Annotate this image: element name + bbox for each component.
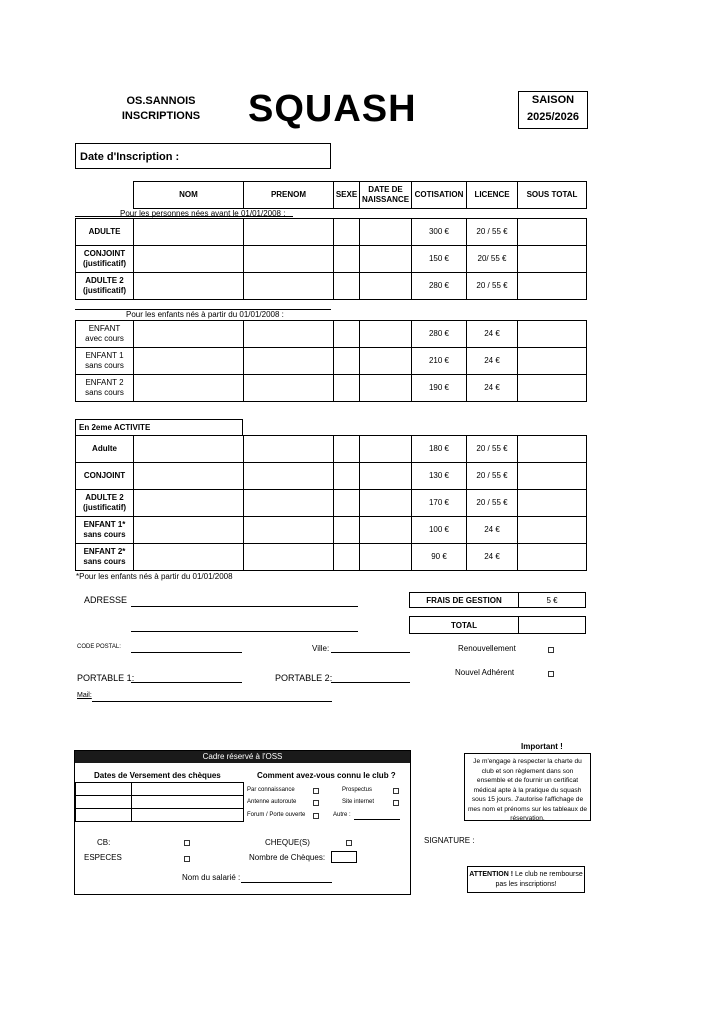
row-label: ENFANT 2 sans cours [76, 375, 134, 402]
row-label: ADULTE 2 (justificatif) [76, 490, 134, 517]
nom-salarie-label: Nom du salarié : [182, 873, 241, 882]
nb-cheques-field[interactable] [331, 851, 357, 863]
sous-total-cell[interactable] [518, 544, 587, 571]
signature-label: SIGNATURE : [424, 836, 475, 845]
sexe-cell[interactable] [334, 321, 360, 348]
col-cotisation: COTISATION [412, 182, 467, 209]
prenom-cell[interactable] [244, 490, 334, 517]
how-option-label: Par connaissance [247, 787, 295, 793]
nom-cell[interactable] [134, 490, 244, 517]
licence-cell: 20 / 55 € [467, 436, 518, 463]
ville-label: Ville: [312, 644, 330, 653]
prenom-cell[interactable] [244, 348, 334, 375]
cheque-date-cell[interactable] [132, 796, 244, 809]
cotisation-cell: 190 € [412, 375, 467, 402]
portable2-field[interactable] [331, 682, 410, 683]
section1-table [75, 218, 587, 300]
naissance-cell[interactable] [360, 375, 412, 402]
nom-cell[interactable] [134, 517, 244, 544]
cotisation-cell: 170 € [412, 490, 467, 517]
section3-footnote: *Pour les enfants nés à partir du 01/01/2008 [76, 572, 233, 581]
nom-cell[interactable] [134, 436, 244, 463]
cotisation-cell: 210 € [412, 348, 467, 375]
table-row [76, 321, 587, 348]
columns-header [133, 181, 587, 209]
row-label: ADULTE 2 (justificatif) [76, 273, 134, 300]
naissance-cell[interactable] [360, 246, 412, 273]
nouvel-adherent-checkbox[interactable] [548, 671, 554, 677]
especes-checkbox[interactable] [184, 856, 190, 862]
prenom-cell[interactable] [244, 321, 334, 348]
sous-total-cell[interactable] [518, 463, 587, 490]
cb-label: CB: [97, 838, 111, 847]
nom-cell[interactable] [134, 246, 244, 273]
row-label: ENFANT 2* sans cours [76, 544, 134, 571]
renouvellement-checkbox[interactable] [548, 647, 554, 653]
dates-versement-header: Dates de Versement des chèques [94, 771, 221, 780]
cheque-date-cell[interactable] [132, 783, 244, 796]
row-label: CONJOINT (justificatif) [76, 246, 134, 273]
adresse-line-2[interactable] [131, 631, 358, 632]
col-nom: NOM [134, 182, 244, 209]
sexe-cell[interactable] [334, 375, 360, 402]
oss-title: Cadre réservé à l'OSS [75, 751, 410, 763]
sexe-cell[interactable] [334, 544, 360, 571]
how-option-label: Antenne autoroute [247, 799, 297, 805]
sexe-cell[interactable] [334, 517, 360, 544]
licence-cell: 24 € [467, 544, 518, 571]
naissance-cell[interactable] [360, 517, 412, 544]
licence-cell: 24 € [467, 321, 518, 348]
important-title: Important ! [521, 742, 563, 751]
cheque-checkbox[interactable] [346, 840, 352, 846]
col-licence: LICENCE [467, 182, 518, 209]
nom-cell[interactable] [134, 375, 244, 402]
code-postal-label: CODE POSTAL: [77, 644, 121, 650]
nouvel-adherent-label: Nouvel Adhérent [455, 668, 515, 677]
sous-total-cell[interactable] [518, 246, 587, 273]
sous-total-cell[interactable] [518, 321, 587, 348]
sous-total-cell[interactable] [518, 517, 587, 544]
cotisation-cell: 90 € [412, 544, 467, 571]
club-line2: INSCRIPTIONS [121, 110, 201, 122]
how-option-label: Autre : [333, 812, 351, 818]
how-option-checkbox[interactable] [393, 800, 399, 806]
licence-cell: 20 / 55 € [467, 219, 518, 246]
sexe-cell[interactable] [334, 273, 360, 300]
table-row [76, 490, 587, 517]
naissance-cell[interactable] [360, 273, 412, 300]
prenom-cell[interactable] [244, 436, 334, 463]
nom-salarie-field[interactable] [241, 882, 332, 883]
nom-cell[interactable] [134, 348, 244, 375]
naissance-cell[interactable] [360, 321, 412, 348]
adresse-line-1[interactable] [131, 606, 358, 607]
table-row [76, 463, 587, 490]
cotisation-cell: 100 € [412, 517, 467, 544]
sous-total-cell[interactable] [518, 273, 587, 300]
row-label: ENFANT 1 sans cours [76, 348, 134, 375]
sous-total-cell[interactable] [518, 375, 587, 402]
sous-total-cell[interactable] [518, 436, 587, 463]
especes-label: ESPECES [84, 853, 122, 862]
frais-gestion-value: 5 € [518, 592, 586, 608]
naissance-cell[interactable] [360, 490, 412, 517]
how-option-label: Site internet [342, 799, 375, 805]
prenom-cell[interactable] [244, 544, 334, 571]
sexe-cell[interactable] [334, 348, 360, 375]
date-inscription-field[interactable] [75, 143, 331, 169]
sous-total-cell[interactable] [518, 490, 587, 517]
table-row [76, 517, 587, 544]
naissance-cell[interactable] [360, 219, 412, 246]
table-row [76, 246, 587, 273]
licence-cell: 24 € [467, 375, 518, 402]
col-date-naissance: DATE DE NAISSANCE [360, 182, 412, 209]
prenom-cell[interactable] [244, 219, 334, 246]
portable1-label: PORTABLE 1: [77, 673, 135, 683]
season-box [518, 91, 588, 129]
how-option-checkbox[interactable] [313, 788, 319, 794]
cheque-date-cell[interactable] [76, 809, 132, 822]
cheque-label: CHEQUE(S) [265, 838, 310, 847]
attention-text: Le club ne rembourse pas les inscriptions! [495, 871, 583, 888]
mail-label: Mail: [77, 692, 92, 699]
table-row [76, 219, 587, 246]
autre-field[interactable] [354, 819, 400, 820]
season-value: 2025/2026 [527, 111, 579, 123]
col-sous-total: SOUS TOTAL [518, 182, 587, 209]
important-text: Je m'engage à respecter la charte du club et son règlement dans son ensemble et de fournir un certificat médical apte à la pratique du squash sous 15 jours. J'autorise l'affichage de mes nom et prénoms sur les tableaux de réservation. [467, 758, 588, 822]
code-postal-field[interactable] [131, 652, 242, 653]
sous-total-cell[interactable] [518, 348, 587, 375]
how-option-label: Prospectus [342, 787, 373, 793]
cb-checkbox[interactable] [184, 840, 190, 846]
how-option-checkbox[interactable] [393, 788, 399, 794]
licence-cell: 24 € [467, 348, 518, 375]
total-label: TOTAL [409, 616, 519, 634]
sous-total-cell[interactable] [518, 219, 587, 246]
portable1-field[interactable] [131, 682, 242, 683]
prenom-cell[interactable] [244, 273, 334, 300]
frais-gestion-label: FRAIS DE GESTION [409, 592, 519, 608]
naissance-cell[interactable] [360, 348, 412, 375]
club-name [115, 94, 207, 124]
how-option-label: Forum / Porte ouverte [247, 812, 306, 818]
total-value-field[interactable] [518, 616, 586, 634]
cheque-date-cell[interactable] [76, 796, 132, 809]
row-label: ENFANT 1* sans cours [76, 517, 134, 544]
cheque-dates-table [75, 782, 244, 822]
cotisation-cell: 130 € [412, 463, 467, 490]
col-prenom: PRENOM [244, 182, 334, 209]
section3-title: En 2eme ACTIVITE [75, 419, 243, 436]
licence-cell: 20/ 55 € [467, 246, 518, 273]
how-option-checkbox[interactable] [313, 813, 319, 819]
table-row [76, 273, 587, 300]
section2-table [75, 320, 587, 402]
section1-note: Pour les personnes nées avant le 01/01/2008 : [120, 209, 286, 218]
important-box [464, 753, 591, 821]
cheque-date-cell[interactable] [76, 783, 132, 796]
naissance-cell[interactable] [360, 436, 412, 463]
licence-cell: 20 / 55 € [467, 273, 518, 300]
how-known-header: Comment avez-vous connu le club ? [257, 771, 396, 780]
row-label: CONJOINT [76, 463, 134, 490]
cotisation-cell: 280 € [412, 321, 467, 348]
page-title: SQUASH [248, 88, 417, 130]
nom-cell[interactable] [134, 219, 244, 246]
table-row [76, 348, 587, 375]
cotisation-cell: 180 € [412, 436, 467, 463]
nom-cell[interactable] [134, 544, 244, 571]
prenom-cell[interactable] [244, 517, 334, 544]
section2-note: Pour les enfants nés à partir du 01/01/2008 : [126, 310, 284, 319]
renouvellement-label: Renouvellement [458, 644, 516, 653]
club-line1: OS.SANNOIS [126, 95, 196, 107]
prenom-cell[interactable] [244, 246, 334, 273]
portable2-label: PORTABLE 2: [275, 673, 333, 683]
nb-cheques-label: Nombre de Chèques: [249, 853, 326, 862]
licence-cell: 20 / 55 € [467, 490, 518, 517]
row-label: ENFANT avec cours [76, 321, 134, 348]
prenom-cell[interactable] [244, 375, 334, 402]
cotisation-cell: 150 € [412, 246, 467, 273]
naissance-cell[interactable] [360, 463, 412, 490]
naissance-cell[interactable] [360, 544, 412, 571]
table-row [76, 375, 587, 402]
table-row [76, 544, 587, 571]
sexe-cell[interactable] [334, 219, 360, 246]
table-row [76, 436, 587, 463]
row-label: Adulte [76, 436, 134, 463]
attention-box [467, 866, 585, 893]
nom-cell[interactable] [134, 273, 244, 300]
licence-cell: 24 € [467, 517, 518, 544]
prenom-cell[interactable] [244, 463, 334, 490]
cotisation-cell: 300 € [412, 219, 467, 246]
mail-field[interactable] [92, 701, 332, 702]
sexe-cell[interactable] [334, 490, 360, 517]
how-option-checkbox[interactable] [313, 800, 319, 806]
col-sexe: SEXE [334, 182, 360, 209]
sexe-cell[interactable] [334, 436, 360, 463]
cheque-date-cell[interactable] [132, 809, 244, 822]
date-inscription-label: Date d'Inscription : [80, 151, 180, 163]
ville-field[interactable] [331, 652, 410, 653]
cotisation-cell: 280 € [412, 273, 467, 300]
nom-cell[interactable] [134, 463, 244, 490]
season-label: SAISON [531, 94, 575, 106]
licence-cell: 20 / 55 € [467, 463, 518, 490]
attention-bold: ATTENTION ! [469, 871, 514, 878]
sexe-cell[interactable] [334, 246, 360, 273]
section3-table [75, 435, 587, 571]
sexe-cell[interactable] [334, 463, 360, 490]
row-label: ADULTE [76, 219, 134, 246]
nom-cell[interactable] [134, 321, 244, 348]
adresse-label: ADRESSE [84, 595, 128, 605]
